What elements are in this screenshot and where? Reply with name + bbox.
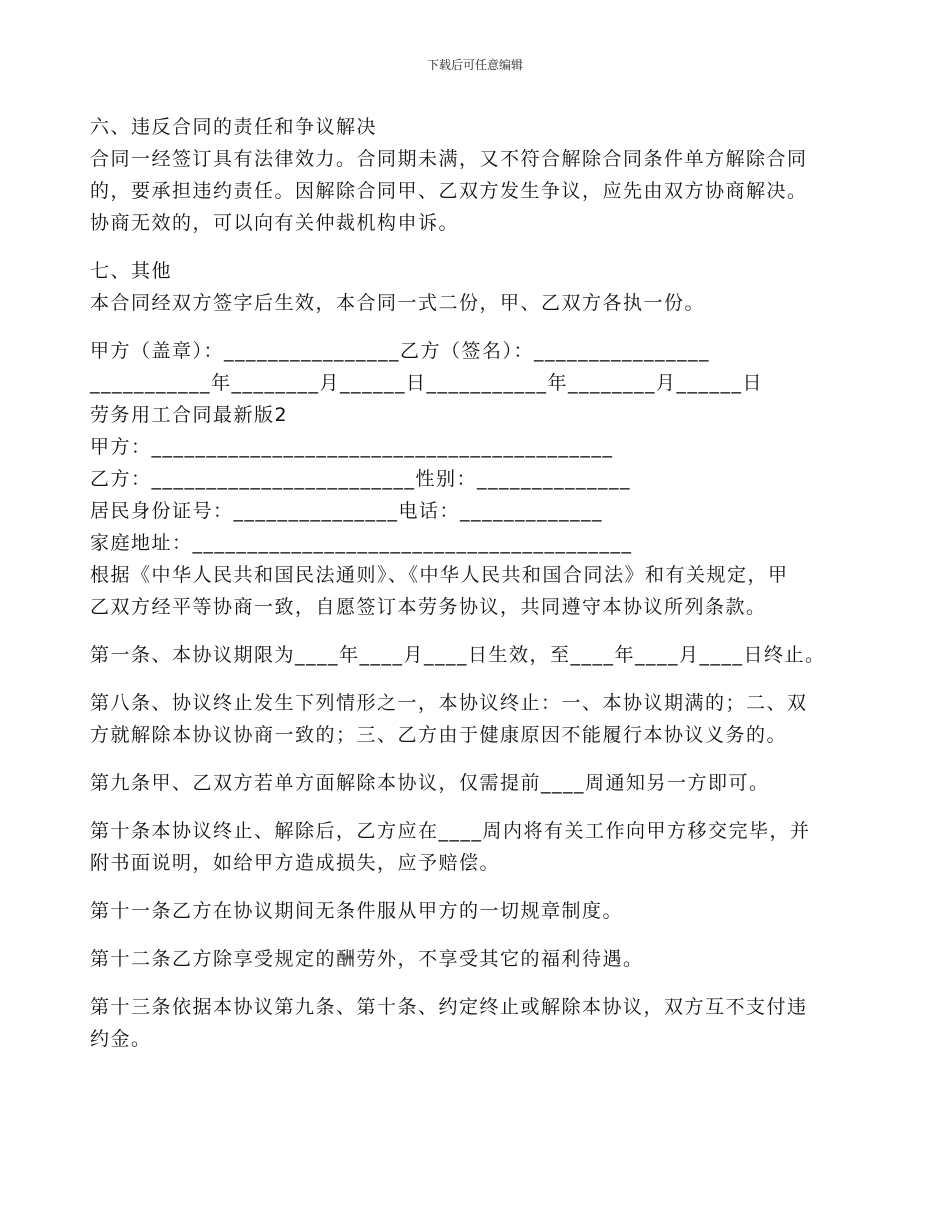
page-header: 下载后可任意编辑 bbox=[426, 58, 523, 72]
paragraph-line: 乙双方经平等协商一致，自愿签订本劳务协议，共同遵守本协议所列条款。 bbox=[90, 596, 767, 618]
article-line: 第八条、协议终止发生下列情形之一，本协议终止：一、本协议期满的；二、双 bbox=[90, 692, 808, 714]
address-field: 家庭地址：________________________________________ bbox=[90, 532, 633, 554]
section-six-heading: 六、违反合同的责任和争议解决 bbox=[90, 116, 378, 138]
paragraph-line: 协商无效的，可以向有关仲裁机构申诉。 bbox=[90, 212, 460, 234]
article-line: 第十三条依据本协议第九条、第十条、约定终止或解除本协议，双方互不支付违 bbox=[90, 996, 808, 1018]
section-seven-heading: 七、其他 bbox=[90, 260, 173, 282]
paragraph-line: 的，要承担违约责任。因解除合同甲、乙双方发生争议，应先由双方协商解决。 bbox=[90, 180, 808, 202]
paragraph-line: 本合同经双方签字后生效，本合同一式二份，甲、乙双方各执一份。 bbox=[90, 292, 706, 314]
party-a-field: 甲方：__________________________________________ bbox=[90, 436, 614, 458]
article-line: 第十一条乙方在协议期间无条件服从甲方的一切规章制度。 bbox=[90, 900, 624, 922]
contract-title: 劳务用工合同最新版2 bbox=[90, 404, 289, 426]
paragraph-line: 根据《中华人民共和国民法通则》、《中华人民共和国合同法》和有关规定，甲 bbox=[90, 564, 789, 586]
article-line: 第九条甲、乙双方若单方面解除本协议，仅需提前____周通知另一方即可。 bbox=[90, 772, 770, 794]
signature-line: 甲方（盖章）：________________乙方（签名）：________________ bbox=[90, 340, 711, 362]
article-line: 附书面说明，如给甲方造成损失，应予赔偿。 bbox=[90, 852, 501, 874]
article-line: 第十条本协议终止、解除后，乙方应在____周内将有关工作向甲方移交完毕，并 bbox=[90, 820, 811, 842]
id-phone-field: 居民身份证号：_______________电话：_____________ bbox=[90, 500, 604, 522]
party-b-field: 乙方：________________________性别：______________ bbox=[90, 468, 632, 490]
date-line: ___________年________月______日___________年________月______日 bbox=[90, 372, 764, 394]
article-line: 第十二条乙方除享受规定的酬劳外，不享受其它的福利待遇。 bbox=[90, 948, 644, 970]
article-line: 第一条、本协议期限为____年____月____日生效，至____年____月____日终止。 bbox=[90, 644, 826, 666]
article-line: 方就解除本协议协商一致的；三、乙方由于健康原因不能履行本协议义务的。 bbox=[90, 724, 788, 746]
paragraph-line: 合同一经签订具有法律效力。合同期未满，又不符合解除合同条件单方解除合同 bbox=[90, 148, 808, 170]
article-line: 约金。 bbox=[90, 1028, 152, 1050]
